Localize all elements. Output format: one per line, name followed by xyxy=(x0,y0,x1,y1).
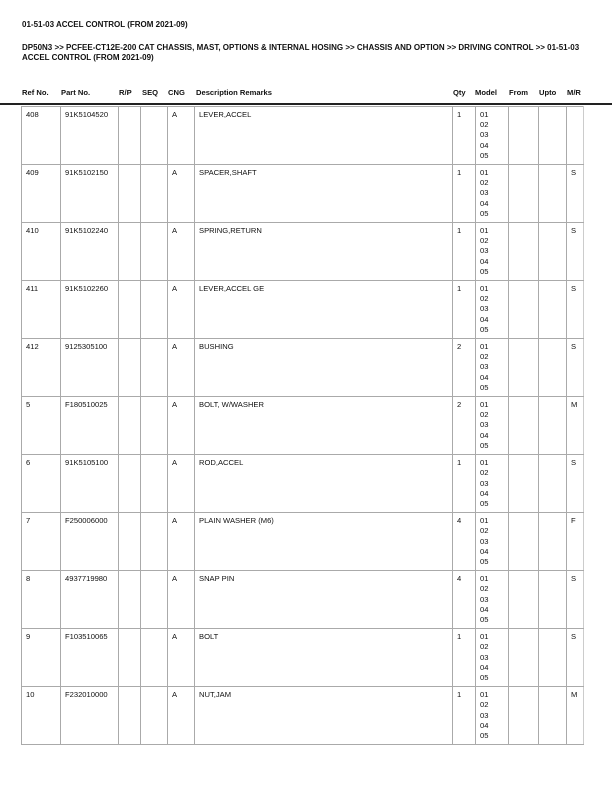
rp-cell xyxy=(119,629,141,687)
model-code: 03 xyxy=(480,246,489,256)
table-row xyxy=(22,223,584,281)
model-code: 05 xyxy=(480,440,489,450)
model-code: 04 xyxy=(480,430,489,440)
upto-cell xyxy=(539,107,567,165)
cng-cell: A xyxy=(168,397,195,455)
model-code: 03 xyxy=(480,304,489,314)
model-code: 01 xyxy=(480,516,489,526)
seq-cell xyxy=(141,281,168,339)
qty-cell: 1 xyxy=(453,165,476,223)
upto-cell xyxy=(539,687,567,745)
model-code: 04 xyxy=(480,314,489,324)
model-code: 03 xyxy=(480,362,489,372)
upto-cell xyxy=(539,165,567,223)
model-code: 03 xyxy=(480,652,489,662)
col-mr: M/R xyxy=(567,88,581,97)
part-no-cell: 9125305100 xyxy=(61,339,119,397)
col-cng: CNG xyxy=(168,88,185,97)
model-code: 05 xyxy=(480,730,489,740)
mr-cell: M xyxy=(567,397,584,455)
qty-cell: 1 xyxy=(453,107,476,165)
model-cell xyxy=(476,687,509,745)
model-code: 02 xyxy=(480,236,489,246)
ref-cell: 410 xyxy=(22,223,61,281)
seq-cell xyxy=(141,455,168,513)
cng-cell: A xyxy=(168,107,195,165)
model-code: 01 xyxy=(480,690,489,700)
from-cell xyxy=(509,281,539,339)
table-row xyxy=(22,687,584,745)
rp-cell xyxy=(119,107,141,165)
model-code: 02 xyxy=(480,178,489,188)
qty-cell: 1 xyxy=(453,223,476,281)
table-row xyxy=(22,339,584,397)
table-header xyxy=(0,88,612,100)
description-cell: PLAIN WASHER (M6) xyxy=(195,513,453,571)
model-code: 05 xyxy=(480,556,489,566)
model-cell xyxy=(476,223,509,281)
mr-cell: F xyxy=(567,513,584,571)
from-cell xyxy=(509,223,539,281)
col-part: Part No. xyxy=(61,88,91,97)
part-no-cell: 91K5105100 xyxy=(61,455,119,513)
rp-cell xyxy=(119,339,141,397)
model-code: 01 xyxy=(480,226,489,236)
model-code: 04 xyxy=(480,604,489,614)
from-cell xyxy=(509,513,539,571)
col-seq: SEQ xyxy=(142,88,159,97)
col-rp: R/P xyxy=(119,88,132,97)
part-no-cell: 91K5104520 xyxy=(61,107,119,165)
table-row xyxy=(22,455,584,513)
ref-cell: 411 xyxy=(22,281,61,339)
qty-cell: 1 xyxy=(453,455,476,513)
mr-cell: S xyxy=(567,571,584,629)
upto-cell xyxy=(539,629,567,687)
parts-table xyxy=(21,106,584,745)
col-ref: Ref No. xyxy=(22,88,49,97)
ref-cell: 5 xyxy=(22,397,61,455)
part-no-cell: F103510065 xyxy=(61,629,119,687)
from-cell xyxy=(509,571,539,629)
rp-cell xyxy=(119,687,141,745)
cng-cell: A xyxy=(168,281,195,339)
rp-cell xyxy=(119,281,141,339)
ref-cell: 412 xyxy=(22,339,61,397)
mr-cell: S xyxy=(567,339,584,397)
model-code: 03 xyxy=(480,594,489,604)
model-code: 02 xyxy=(480,120,489,130)
seq-cell xyxy=(141,687,168,745)
model-code: 04 xyxy=(480,720,489,730)
model-code: 04 xyxy=(480,256,489,266)
model-code: 03 xyxy=(480,130,489,140)
qty-cell: 2 xyxy=(453,397,476,455)
model-code: 05 xyxy=(480,498,489,508)
model-code: 05 xyxy=(480,150,489,160)
ref-cell: 409 xyxy=(22,165,61,223)
from-cell xyxy=(509,397,539,455)
from-cell xyxy=(509,107,539,165)
model-code: 04 xyxy=(480,662,489,672)
cng-cell: A xyxy=(168,339,195,397)
model-cell xyxy=(476,455,509,513)
model-code: 02 xyxy=(480,294,489,304)
model-code: 04 xyxy=(480,140,489,150)
upto-cell xyxy=(539,513,567,571)
description-cell: BOLT xyxy=(195,629,453,687)
qty-cell: 4 xyxy=(453,571,476,629)
model-code: 01 xyxy=(480,574,489,584)
part-no-cell: 4937719980 xyxy=(61,571,119,629)
model-code: 04 xyxy=(480,488,489,498)
part-no-cell: 91K5102240 xyxy=(61,223,119,281)
description-cell: SNAP PIN xyxy=(195,571,453,629)
description-cell: LEVER,ACCEL GE xyxy=(195,281,453,339)
col-upto: Upto xyxy=(539,88,557,97)
seq-cell xyxy=(141,339,168,397)
model-code: 05 xyxy=(480,266,489,276)
model-code: 02 xyxy=(480,468,489,478)
col-qty: Qty xyxy=(453,88,466,97)
model-code: 02 xyxy=(480,700,489,710)
mr-cell xyxy=(567,107,584,165)
upto-cell xyxy=(539,571,567,629)
model-cell xyxy=(476,107,509,165)
from-cell xyxy=(509,339,539,397)
description-cell: BUSHING xyxy=(195,339,453,397)
table-row xyxy=(22,107,584,165)
model-code: 01 xyxy=(480,284,489,294)
model-code: 01 xyxy=(480,342,489,352)
part-no-cell: 91K5102260 xyxy=(61,281,119,339)
model-code: 01 xyxy=(480,110,489,119)
model-cell xyxy=(476,571,509,629)
rp-cell xyxy=(119,397,141,455)
rp-cell xyxy=(119,455,141,513)
col-desc: Description Remarks xyxy=(196,88,272,97)
description-cell: SPACER,SHAFT xyxy=(195,165,453,223)
upto-cell xyxy=(539,281,567,339)
model-code: 05 xyxy=(480,672,489,682)
qty-cell: 1 xyxy=(453,687,476,745)
description-cell: LEVER,ACCEL xyxy=(195,107,453,165)
model-cell xyxy=(476,513,509,571)
table-row xyxy=(22,397,584,455)
model-code: 04 xyxy=(480,372,489,382)
table-row xyxy=(22,165,584,223)
mr-cell: S xyxy=(567,165,584,223)
model-code: 01 xyxy=(480,632,489,642)
ref-cell: 10 xyxy=(22,687,61,745)
ref-cell: 9 xyxy=(22,629,61,687)
description-cell: NUT,JAM xyxy=(195,687,453,745)
rp-cell xyxy=(119,165,141,223)
from-cell xyxy=(509,629,539,687)
ref-cell: 408 xyxy=(22,107,61,165)
model-code: 02 xyxy=(480,410,489,420)
from-cell xyxy=(509,165,539,223)
col-model: Model xyxy=(475,88,497,97)
mr-cell: S xyxy=(567,281,584,339)
seq-cell xyxy=(141,629,168,687)
model-code: 01 xyxy=(480,168,489,178)
part-no-cell: F250006000 xyxy=(61,513,119,571)
model-code: 02 xyxy=(480,584,489,594)
upto-cell xyxy=(539,339,567,397)
table-row xyxy=(22,281,584,339)
model-code: 05 xyxy=(480,614,489,624)
from-cell xyxy=(509,687,539,745)
upto-cell xyxy=(539,223,567,281)
rp-cell xyxy=(119,223,141,281)
qty-cell: 2 xyxy=(453,339,476,397)
model-code: 03 xyxy=(480,420,489,430)
ref-cell: 8 xyxy=(22,571,61,629)
model-cell xyxy=(476,339,509,397)
upto-cell xyxy=(539,455,567,513)
model-code: 03 xyxy=(480,536,489,546)
table-row xyxy=(22,571,584,629)
table-row xyxy=(22,629,584,687)
model-code: 01 xyxy=(480,458,489,468)
cng-cell: A xyxy=(168,571,195,629)
model-code: 02 xyxy=(480,352,489,362)
model-cell xyxy=(476,397,509,455)
seq-cell xyxy=(141,397,168,455)
description-cell: ROD,ACCEL xyxy=(195,455,453,513)
model-code: 01 xyxy=(480,400,489,410)
model-code: 05 xyxy=(480,382,489,392)
ref-cell: 6 xyxy=(22,455,61,513)
model-code: 02 xyxy=(480,526,489,536)
cng-cell: A xyxy=(168,629,195,687)
model-code: 03 xyxy=(480,710,489,720)
model-code: 03 xyxy=(480,478,489,488)
seq-cell xyxy=(141,165,168,223)
cng-cell: A xyxy=(168,223,195,281)
model-cell xyxy=(476,629,509,687)
page-title: 01-51-03 ACCEL CONTROL (FROM 2021-09) xyxy=(22,20,188,29)
seq-cell xyxy=(141,107,168,165)
cng-cell: A xyxy=(168,455,195,513)
part-no-cell: F180510025 xyxy=(61,397,119,455)
seq-cell xyxy=(141,223,168,281)
mr-cell: S xyxy=(567,629,584,687)
from-cell xyxy=(509,455,539,513)
qty-cell: 4 xyxy=(453,513,476,571)
model-code: 04 xyxy=(480,546,489,556)
qty-cell: 1 xyxy=(453,281,476,339)
qty-cell: 1 xyxy=(453,629,476,687)
table-row xyxy=(22,513,584,571)
part-no-cell: 91K5102150 xyxy=(61,165,119,223)
model-code: 04 xyxy=(480,198,489,208)
cng-cell: A xyxy=(168,687,195,745)
model-cell xyxy=(476,165,509,223)
model-code: 02 xyxy=(480,642,489,652)
mr-cell: S xyxy=(567,223,584,281)
seq-cell xyxy=(141,513,168,571)
rp-cell xyxy=(119,513,141,571)
seq-cell xyxy=(141,571,168,629)
part-no-cell: F232010000 xyxy=(61,687,119,745)
breadcrumb: DP50N3 >> PCFEE-CT12E-200 CAT CHASSIS, MAST, OPTIONS & INTERNAL HOSING >> CHASSIS AND OPTION >> DRIVING CONTROL >> 01-51-03 ACCEL CONTROL (FROM 2021-09) xyxy=(22,43,580,62)
model-cell xyxy=(476,281,509,339)
mr-cell: M xyxy=(567,687,584,745)
rp-cell xyxy=(119,571,141,629)
col-from: From xyxy=(509,88,528,97)
description-cell: BOLT, W/WASHER xyxy=(195,397,453,455)
model-code: 03 xyxy=(480,188,489,198)
model-code: 05 xyxy=(480,324,489,334)
cng-cell: A xyxy=(168,165,195,223)
model-code: 05 xyxy=(480,208,489,218)
upto-cell xyxy=(539,397,567,455)
description-cell: SPRING,RETURN xyxy=(195,223,453,281)
cng-cell: A xyxy=(168,513,195,571)
ref-cell: 7 xyxy=(22,513,61,571)
header-divider xyxy=(0,103,612,105)
mr-cell: S xyxy=(567,455,584,513)
